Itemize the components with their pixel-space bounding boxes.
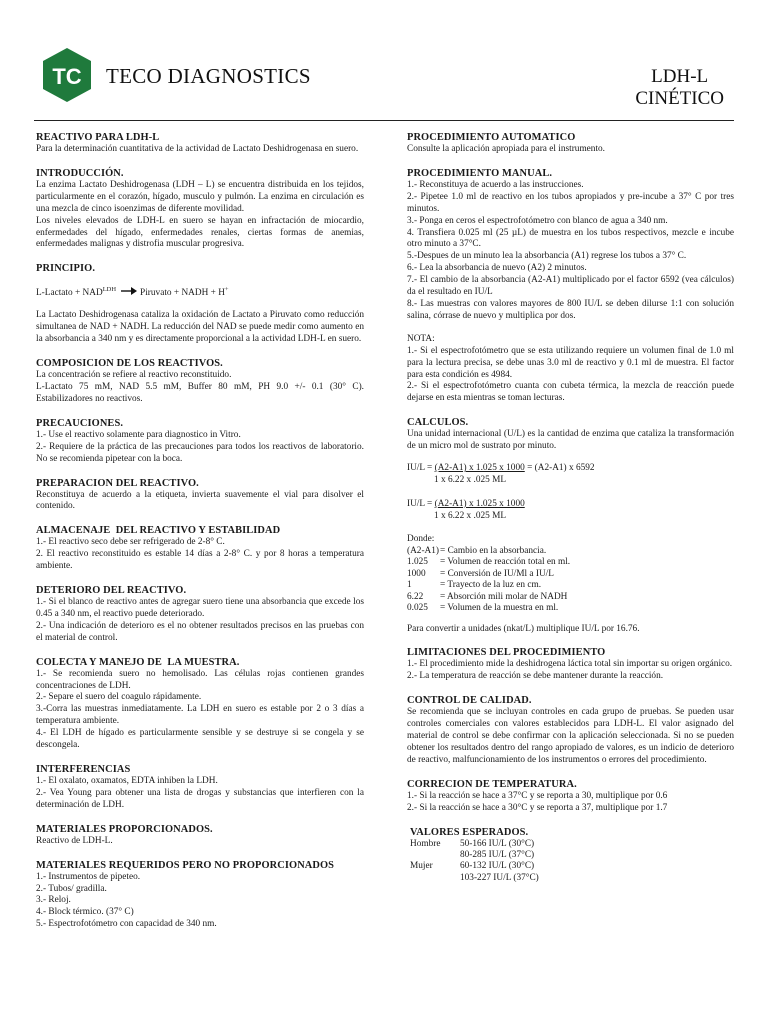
formula-2 (407, 499, 734, 523)
section-title: PROCEDIMIENTO AUTOMATICO (407, 132, 576, 143)
section-title: CORRECION DE TEMPERATURA. (407, 778, 577, 790)
reaction-reactants: L-Lactato + NAD (36, 288, 103, 299)
section-title: PREPARACION DEL REACTIVO. (36, 477, 199, 489)
text-line: La concentración se refiere al reactivo reconstituido. (36, 370, 232, 381)
section-text: Consulte la aplicación apropiada para el instrumento. (407, 144, 606, 154)
list-item: 2.- Pipetee 1.0 ml de reactivo en los tubos apropiados y pre-incube a 37° C por tres minutos. (407, 191, 734, 214)
def-value: = Cambio en la absorbancia. (440, 545, 547, 556)
def-value: = Volumen de reacción total en ml. (440, 557, 571, 568)
section-reactivo (36, 131, 364, 156)
formula-result: = (A2-A1) x 6592 (524, 463, 595, 474)
section-deterioro (36, 584, 364, 645)
section-materiales-proporcionados (36, 823, 364, 848)
list-item: 3.- Ponga en ceros el espectrofotómetro con blanco de agua a 340 nm. (407, 215, 668, 226)
list-item: 1.- Use el reactivo solamente para diagnostico in Vitro. (36, 429, 241, 440)
formula-numerator: (A2-A1) x 1.025 x 1000 (434, 498, 525, 509)
note-title: NOTA: (407, 333, 435, 344)
list-item: 1.- Si el blanco de reactivo antes de agregar suero tiene una absorbancia que excede los 0.45 a 340 nm, el reactivo puede deteriorado. (36, 597, 364, 619)
section-text: Se recomienda que se incluyan controles en cada grupo de pruebas. Se pueden usar controles comerciales con valores establecidos para LDH-L. El valor asignado del material de control se debe confirmar con la aplicación seleccionada. Si no se pueden obtener los resultados dentro del rango apropiado de valores, es un indicio de deterioro de reactivo, malfuncionamiento de los instrumentos o errores del procedimiento. (407, 707, 734, 765)
section-precauciones (36, 417, 364, 466)
table-row (410, 861, 539, 872)
list-item: 1.- Se recomienda suero no hemolisado. Las células rojas contienen grandes concentraciones de LDH. (36, 668, 364, 691)
list-item: 1.- Instrumentos de pipeteo. (36, 871, 141, 882)
list-item: 3.-Corra las muestras inmediatamente. La LDH en suero es estable por 2 o 3 días a temperatura ambiente. (36, 704, 364, 727)
list-item: 2.- La temperatura de reacción se debe mantener durante la reacción. (407, 671, 664, 682)
range-value: 60-132 IU/L (30°C) (460, 861, 535, 872)
document-header (0, 0, 768, 124)
group-label (410, 850, 460, 861)
section-title: CALCULOS. (407, 417, 469, 429)
section-almacenaje (36, 524, 364, 573)
range-value: 103-227 IU/L (37°C) (460, 872, 539, 883)
reaction-arrow-icon (121, 287, 137, 300)
def-value: = Conversión de IU/Ml a IU/L (440, 568, 554, 579)
list-item: 1.- El reactivo seco debe ser refrigerado de 2-8° C. (36, 537, 225, 548)
formula-prefix: IU/L = (407, 463, 435, 474)
list-item: 5.- Espectrofotómetro con capacidad de 340 nm. (36, 919, 217, 930)
product-method: CINÉTICO (635, 88, 724, 109)
section-composicion (36, 357, 364, 406)
header-divider (34, 120, 734, 121)
list-item: 4. Transfiera 0.025 ml (25 µL) de muestra en los tubos respectivos, mezcle e incube otro minuto a 37°C. (407, 227, 734, 250)
section-title: COLECTA Y MANEJO DE LA MUESTRA. (36, 656, 240, 668)
table-row (410, 839, 539, 850)
list-item: 8.- Las muestras con valores mayores de 800 IU/L se deben dilurse 1:1 con solución salina, córrase de nuevo y multiplica por dos. (407, 298, 734, 321)
section-title: REACTIVO PARA LDH-L (36, 132, 160, 143)
list-item: 1.- Si el espectrofotómetro que se esta utilizando requiere un volumen final de 1.0 ml para la lectura precisa, se debe unas 3.0 ml de reactivo y 0.1 ml de muestra. El factor para esta condición es 4984. (407, 345, 734, 380)
formula-1 (407, 463, 734, 487)
section-title: CONTROL DE CALIDAD. (407, 695, 532, 707)
def-value: = Volumen de la muestra en ml. (440, 603, 559, 614)
list-item: 2.- Separe el suero del coagulo rápidamente. (36, 692, 202, 703)
formula-prefix: IU/L = (407, 498, 435, 509)
section-title: INTRODUCCIÓN. (36, 167, 124, 179)
text-line: L-Lactato 75 mM, NAD 5.5 mM, Buffer 80 mM, PH 9.0 +/- 0.1 (30° C). Estabilizadores no reactivos. (36, 381, 364, 404)
list-item: 2.- Si la reacción se hace a 30°C y se reporta a 37, multiplique por 1.7 (407, 802, 668, 813)
list-item: 1.- Reconstituya de acuerdo a las instrucciones. (407, 179, 584, 190)
section-title: COMPOSICION DE LOS REACTIVOS. (36, 358, 223, 370)
table-row (407, 569, 570, 581)
product-title (635, 66, 724, 110)
list-item: 6.- Lea la absorbancia de nuevo (A2) 2 minutos. (407, 263, 587, 274)
product-name: LDH-L (651, 66, 709, 87)
section-limitaciones (407, 646, 734, 683)
formula-denominator: 1 x 6.22 x .025 ML (434, 474, 507, 485)
section-preparacion (36, 477, 364, 514)
list-item: 2.- Requiere de la práctica de las precauciones para todos los reactivos de laboratorio. No se recomienda pipetear con la boca. (36, 441, 364, 464)
def-key: 6.22 (407, 591, 424, 602)
right-column (407, 131, 734, 895)
list-item: 2.- Si el espectrofotómetro cuanta con cubeta térmica, la mezcla de reacción puede dejarse en esta mientras se toman lecturas. (407, 381, 734, 404)
teco-logo-icon (38, 46, 96, 104)
list-item: 2. El reactivo reconstituido es estable 14 días a 2-8° C. y por 8 horas a temperatura ambiente. (36, 549, 364, 572)
section-title: ALMACENAJE DEL REACTIVO Y ESTABILIDAD (36, 525, 281, 537)
section-materiales-requeridos (36, 859, 364, 932)
list-item: 2.- Una indicación de deterioro es el no obtener resultados precisos en las pruebas con el material de control. (36, 620, 364, 643)
list-item: 2.- Vea Young para obtener una lista de drogas y substancias que interfieren con la determinación de LDH. (36, 787, 364, 810)
logo-text: TC (52, 64, 82, 89)
left-column (36, 131, 364, 942)
formula-denominator: 1 x 6.22 x .025 ML (434, 510, 507, 521)
section-control-calidad (407, 694, 734, 767)
section-correccion-temperatura (407, 778, 734, 815)
table-row (407, 580, 570, 592)
donde-label: Donde: (407, 533, 435, 544)
section-introduccion (36, 167, 364, 251)
enzyme-label: LDH (102, 286, 117, 294)
section-valores-esperados (407, 826, 734, 884)
list-item: 5.-Despues de un minuto lea la absorbancia (A1) regrese los tubos a 37° C. (407, 251, 687, 262)
reaction-equation (36, 284, 364, 300)
conversion-note: Para convertir a unidades (nkat/L) multiplique IU/L por 16.76. (407, 623, 640, 634)
def-value: = Absorción mili molar de NADH (440, 591, 568, 602)
section-text: Reactivo de LDH-L. (36, 835, 113, 846)
reaction-superscript: + (224, 286, 229, 294)
section-procedimiento-manual (407, 167, 734, 323)
formula-numerator: (A2-A1) x 1.025 x 1000 (434, 463, 525, 474)
section-text: Para la determinación cuantitativa de la actividad de Lactato Deshidrogenasa en suero. (36, 144, 359, 154)
group-label (410, 873, 460, 884)
paragraph: La enzima Lactato Deshidrogenasa (LDH – L) se encuentra distribuida en los tejidos, particularmente en el corazón, hígado, musculo y pulmón. La enzima en circulación es una mezcla de cinco isoenzimas de diferente movilidad. (36, 179, 364, 214)
table-row (407, 557, 570, 569)
list-item: 4.- Block térmico. (37° C) (36, 907, 134, 918)
section-title: DETERIORO DEL REACTIVO. (36, 585, 187, 597)
table-row (410, 873, 539, 884)
paragraph: La Lactato Deshidrogenasa cataliza la oxidación de Lactato a Piruvato como reducción simultanea de NAD + NADH. La reducción del NAD se puede medir como aumento en la absorbancia a 340 nm y es directamente proporcional a la actividad LDH-L en suero. (36, 310, 364, 345)
table-row (407, 603, 570, 615)
list-item: 7.- El cambio de la absorbancia (A2-A1) multiplicado por el factor 6592 (vea cálculos) da el resultado en IU/L (407, 275, 734, 298)
section-title: MATERIALES REQUERIDOS PERO NO PROPORCIONADOS (36, 859, 335, 871)
section-text: Una unidad internacional (U/L) es la cantidad de enzima que cataliza la transformación de un micro mol de sustrato por minuto. (407, 429, 734, 452)
def-key: 1000 (407, 568, 426, 579)
list-item: 2.- Tubos/ gradilla. (36, 883, 107, 894)
section-title: INTERFERENCIAS (36, 764, 131, 775)
list-item: 3.- Reloj. (36, 895, 71, 906)
section-title: PRINCIPIO. (36, 263, 96, 275)
definitions-table (407, 546, 570, 615)
def-key: (A2-A1) (407, 545, 440, 556)
section-title: MATERIALES PROPORCIONADOS. (36, 823, 213, 835)
group-label: Mujer (410, 861, 433, 872)
section-interferencias (36, 763, 364, 812)
list-item: 1.- El oxalato, oxamatos, EDTA inhiben la LDH. (36, 776, 218, 786)
reaction-products: Piruvato + NADH + H (140, 288, 225, 299)
def-value: = Trayecto de la luz en cm. (440, 580, 542, 591)
section-principio (36, 262, 364, 346)
table-row (410, 850, 539, 861)
section-title: PRECAUCIONES. (36, 417, 124, 429)
group-label: Hombre (410, 838, 441, 849)
section-colecta (36, 656, 364, 752)
section-title: PROCEDIMIENTO MANUAL. (407, 167, 553, 179)
expected-values-table (410, 839, 539, 884)
section-text: Reconstituya de acuerdo a la etiqueta, invierta suavemente el vial para disolver el contenido. (36, 489, 364, 512)
list-item: 1.- Si la reacción se hace a 37°C y se reporta a 30, multiplique por 0.6 (407, 790, 668, 801)
range-value: 50-166 IU/L (30°C) (460, 838, 535, 849)
range-value: 80-285 IU/L (37°C) (460, 849, 535, 860)
list-item: 1.- El procedimiento mide la deshidrogena láctica total sin importar su origen orgánico. (407, 659, 733, 670)
section-title: LIMITACIONES DEL PROCEDIMIENTO (407, 647, 606, 659)
list-item: 4.- El LDH de hígado es particularmente sensible y se destruye si se congela y se descongela. (36, 728, 364, 751)
section-procedimiento-automatico (407, 131, 734, 156)
company-name: TECO DIAGNOSTICS (106, 64, 311, 88)
section-nota (407, 334, 734, 405)
def-key: 1.025 (407, 557, 428, 568)
def-key: 1 (407, 580, 412, 591)
table-row (407, 546, 570, 558)
def-key: 0.025 (407, 603, 428, 614)
table-row (407, 592, 570, 604)
paragraph: Los niveles elevados de LDH-L en suero se hayan en infractación de miocardio, enfermedades del hígado, enfermedades renales, ciertas formas de anemias, enfermedades malignas y distrofia muscular progresiva. (36, 215, 364, 250)
section-calculos (407, 416, 734, 635)
section-title: VALORES ESPERADOS. (410, 826, 529, 838)
